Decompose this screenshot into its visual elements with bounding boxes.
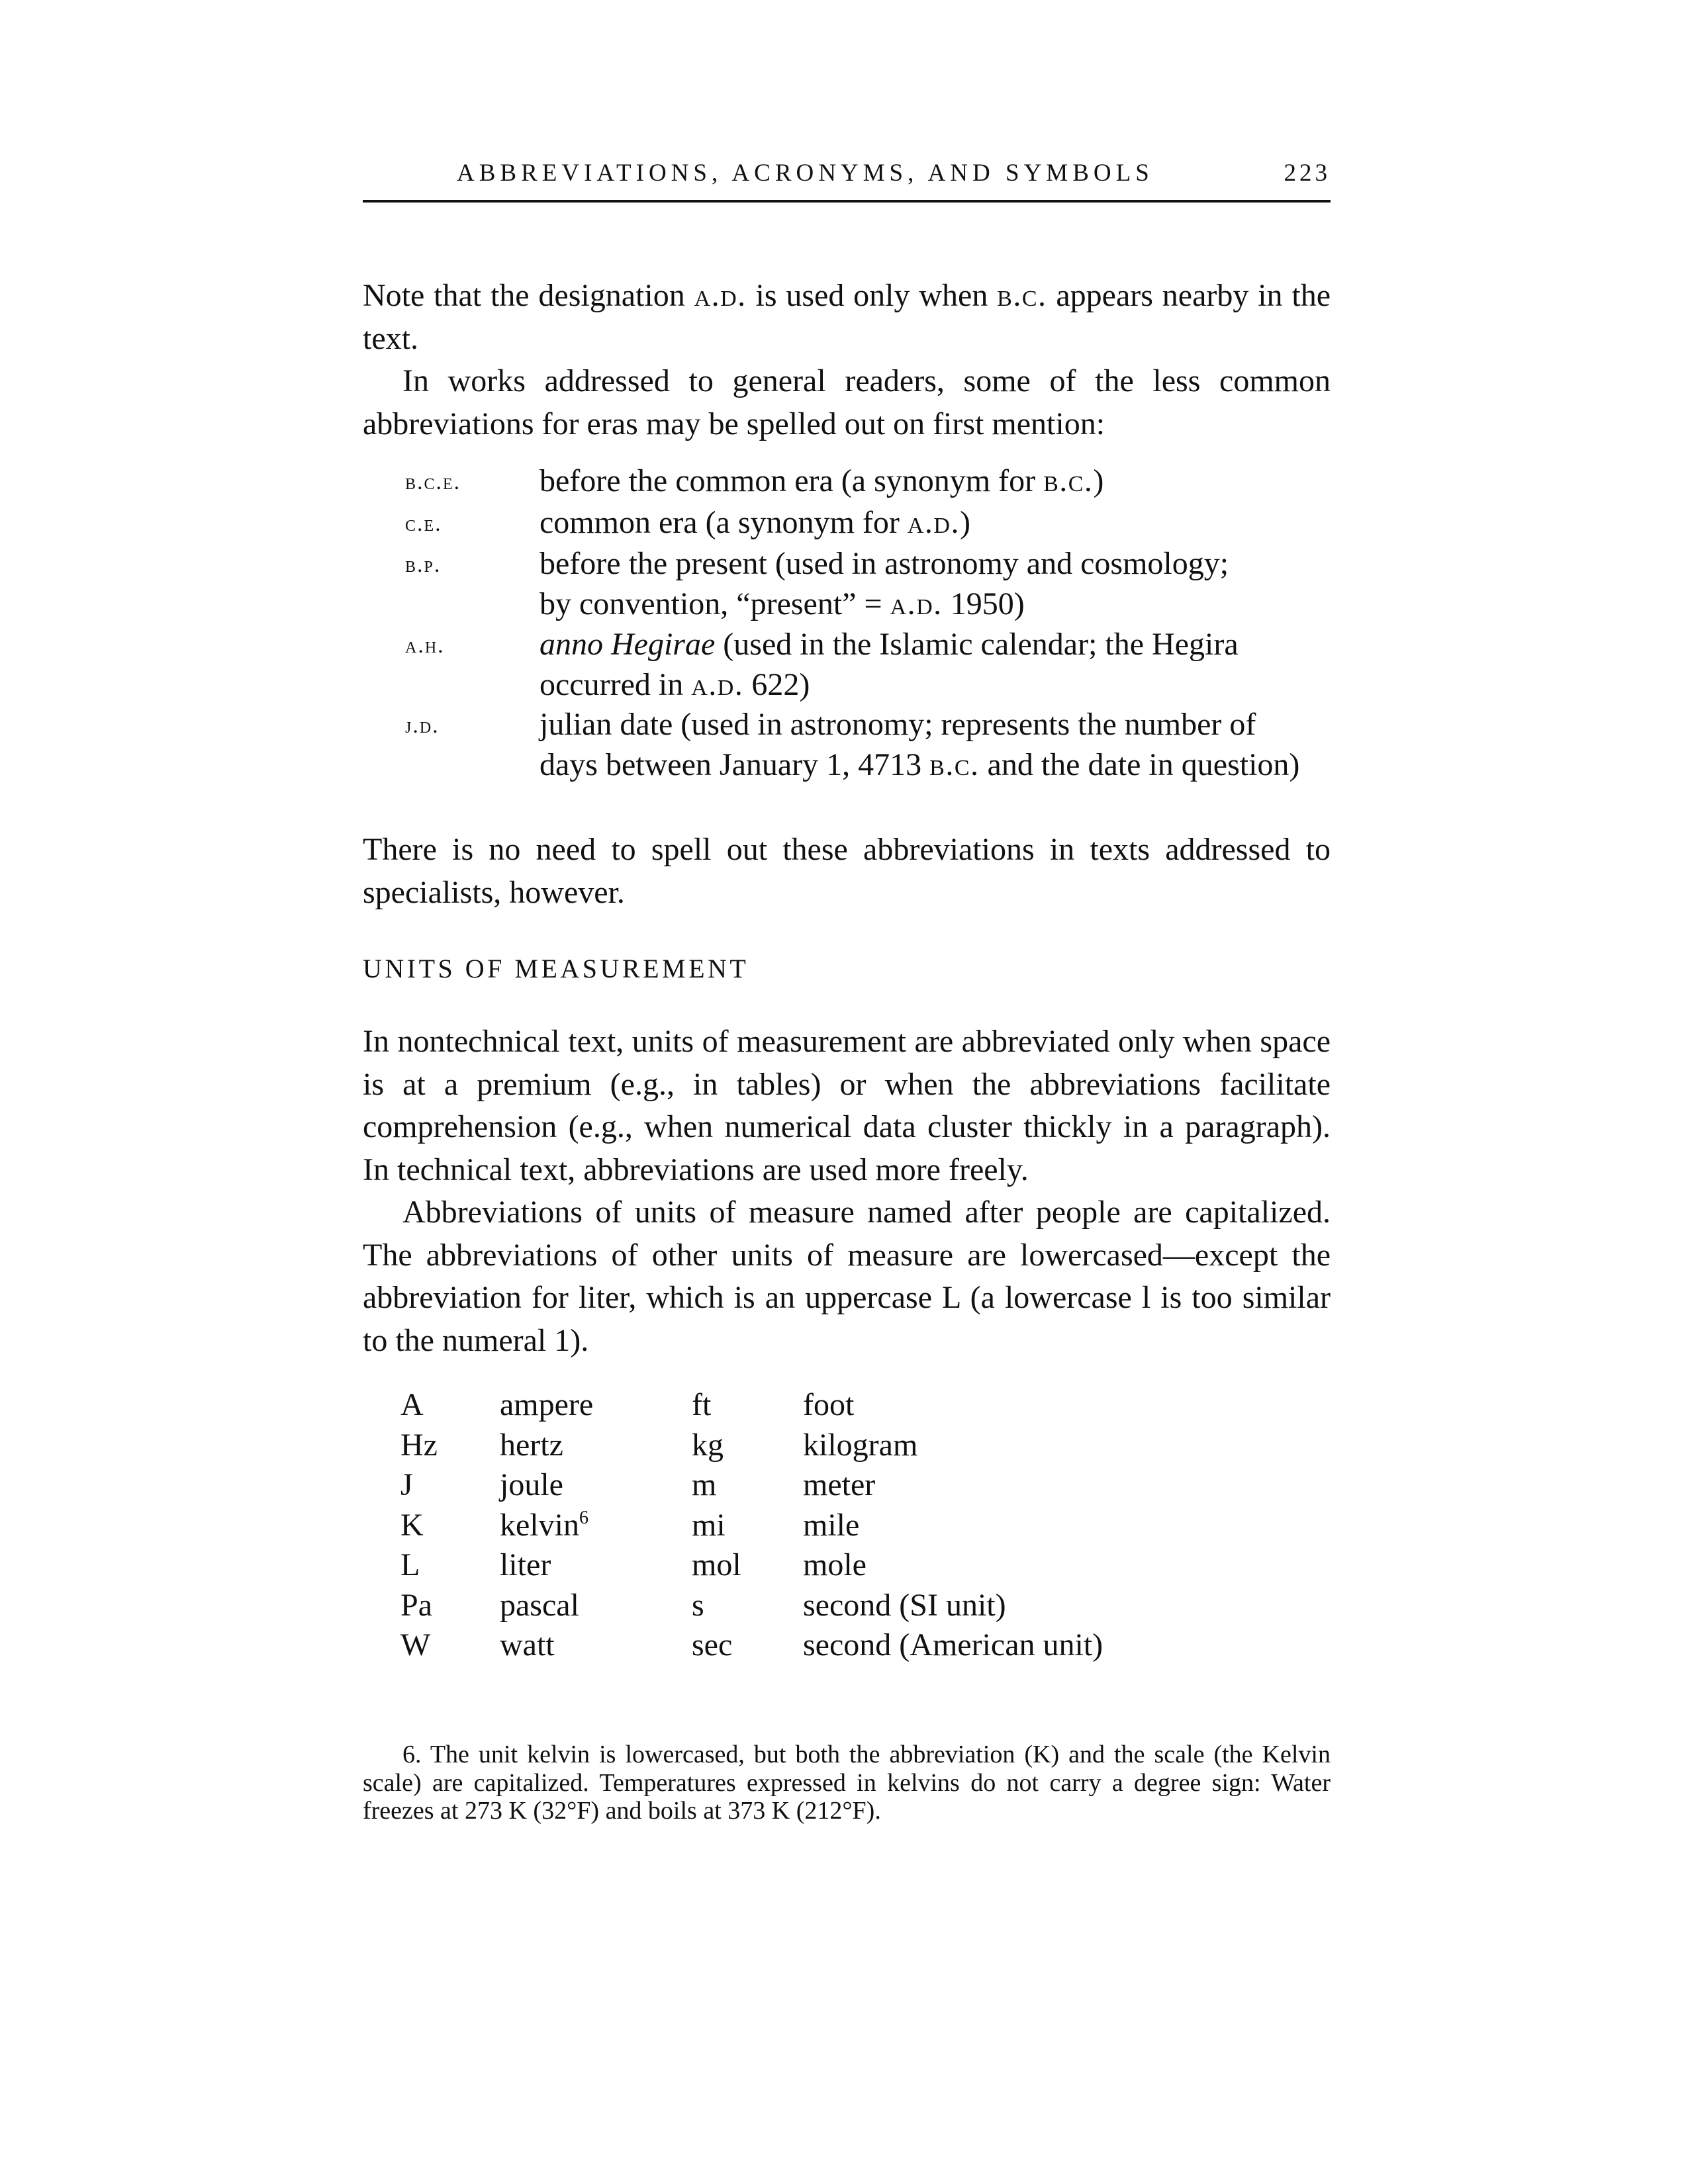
era-abbr: j.d. <box>405 713 440 739</box>
list-item <box>363 503 1331 545</box>
table-row: Hz hertz kg kilogram <box>400 1427 918 1463</box>
table-row: W watt sec second (American unit) <box>400 1627 1103 1662</box>
era-definition: julian date (used in astronomy; represents the number of days between January 1, 4713 b.c. and the date in question) <box>539 707 1300 782</box>
paragraph-general-readers: In works addressed to general readers, some of the less common abbreviations for eras may be spelled out on first mention: <box>363 363 1331 441</box>
list-item <box>363 625 1331 705</box>
era-abbr: b.p. <box>405 553 442 578</box>
era-abbr: b.c.e. <box>405 470 461 494</box>
running-head <box>363 159 1331 203</box>
table-row: K kelvin$^6$ mi mile <box>400 1507 860 1543</box>
list-item <box>363 461 1331 503</box>
era-definition: before the common era (a synonym for b.c.) <box>539 463 1104 498</box>
table-row: Pa pascal s second (SI unit) <box>400 1587 1006 1623</box>
era-abbreviation-list <box>363 461 1331 786</box>
paragraph-units-intro: In nontechnical text, units of measurement are abbreviated only when space is at a premium (e.g., in tables) or when the abbreviations facilitate comprehension (e.g., when numerical data cluster thickly in a paragraph). In technical text, abbreviations are used more freely. Abbreviations of units of measure named after people are capitalized. The abbreviations of other units of measure are lowercased—except the abbreviation for liter, which is an uppercase L (a lowercase l is too similar to the numeral 1). <box>363 1021 1331 1362</box>
era-definition: anno Hegirae (used in the Islamic calendar; the Hegira occurred in a.d. 622) <box>539 626 1239 702</box>
table-row: L liter mol mole <box>400 1547 867 1582</box>
table-row: A ampere ft foot <box>400 1387 855 1422</box>
abbr-ad: a.d. <box>694 278 747 313</box>
paragraph-units-capitalization: Abbreviations of units of measure named after people are capitalized. The abbreviations of other units of measure are lowercased—except the abbreviation for liter, which is an uppercase L (a lowercase l is too similar to the numeral 1). <box>363 1195 1331 1358</box>
era-definition: common era (a synonym for a.d.) <box>539 504 970 540</box>
list-item <box>363 544 1331 624</box>
units-table <box>363 1385 1331 1666</box>
abbr-bc: b.c. <box>997 278 1047 313</box>
footnote-text: The unit kelvin is lowercased, but both the abbreviation (K) and the scale (the Kelvin scale) are capitalized. Temperatures expressed in kelvins do not carry a degree sign: Water freezes at 273 K (32°F) and boils at 373 K (212°F). <box>363 1741 1331 1825</box>
paragraph-specialists: There is no need to spell out these abbreviations in texts addressed to specialists, however. <box>363 832 1331 910</box>
paragraph-era-designation: Note that the designation a.d. is used only when b.c. appears nearby in the text. In works addressed to general readers, some of the less common abbreviations for eras may be spelled out on first mention: <box>363 275 1331 445</box>
page-number: 223 <box>1284 159 1331 187</box>
era-abbr: c.e. <box>405 511 442 536</box>
footnote-number: 6. <box>402 1741 422 1768</box>
table-row: J joule m meter <box>400 1467 876 1502</box>
section-heading: UNITS OF MEASUREMENT <box>363 954 749 983</box>
era-definition: before the present (used in astronomy and cosmology; by convention, “present” = a.d. 1950) <box>539 546 1229 622</box>
footnote-reference[interactable]: 6 <box>579 1507 588 1528</box>
list-item <box>363 705 1331 785</box>
running-head-title: ABBREVIATIONS, ACRONYMS, AND SYMBOLS <box>457 159 1154 187</box>
footnote <box>363 1741 1331 1825</box>
era-abbr: a.h. <box>405 633 445 658</box>
